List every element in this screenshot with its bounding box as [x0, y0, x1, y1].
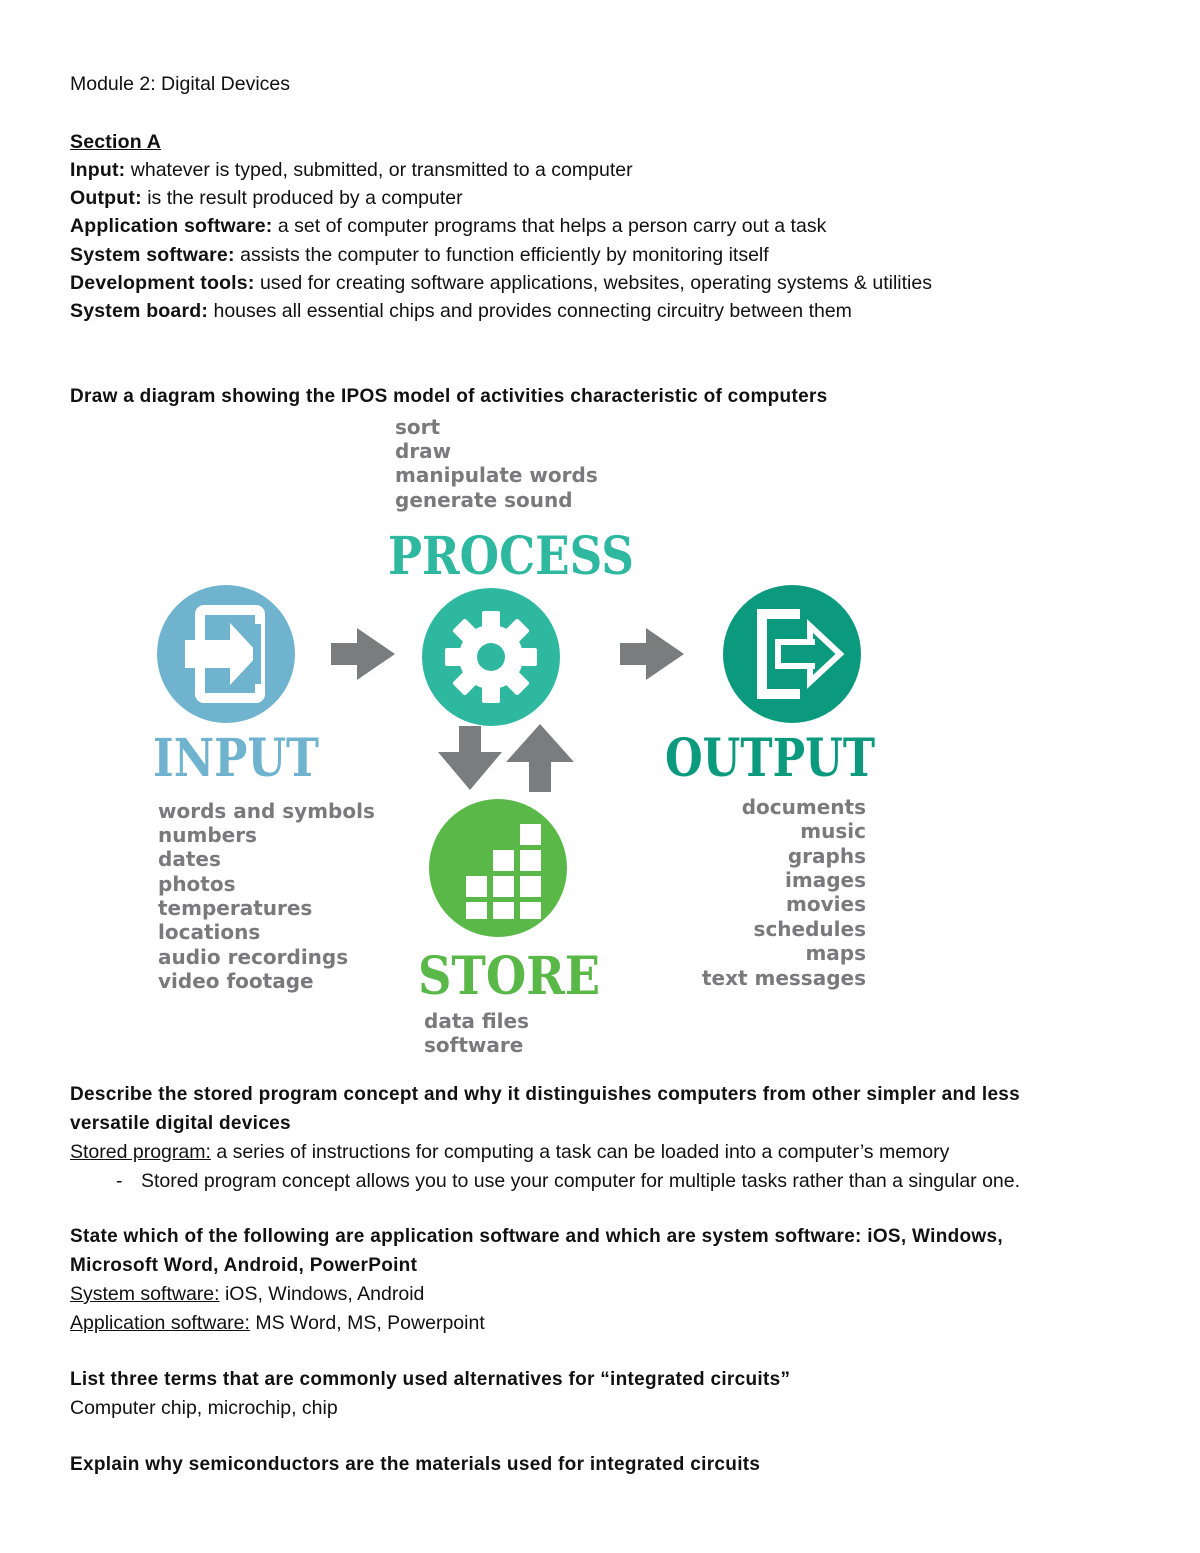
input-item: photos — [158, 872, 236, 896]
definition-development-tools — [70, 271, 932, 295]
input-item: words and symbols — [158, 799, 375, 823]
ipos-diagram-svg — [150, 410, 890, 1070]
answer-text: iOS, Windows, Android — [219, 1283, 425, 1305]
output-item: schedules — [753, 917, 866, 941]
input-item: audio recordings — [158, 945, 349, 969]
output-item: documents — [741, 795, 866, 819]
arrow-up-icon — [506, 724, 574, 792]
output-item: maps — [805, 941, 866, 965]
answer-application-software — [70, 1311, 485, 1335]
process-item: sort — [395, 415, 441, 439]
store-icon — [429, 799, 567, 937]
input-item: numbers — [158, 823, 257, 847]
store-title: STORE — [418, 946, 600, 1007]
process-item: generate sound — [395, 488, 573, 512]
term-label: System software: — [70, 244, 235, 266]
arrow-right-icon — [331, 628, 395, 680]
term-definition: assists the computer to function efficiently by monitoring itself — [234, 244, 769, 266]
question-software-types-line2: Microsoft Word, Android, PowerPoint — [70, 1255, 418, 1276]
output-item: music — [800, 819, 866, 843]
output-title: OUTPUT — [665, 728, 876, 789]
output-item: text messages — [701, 966, 866, 990]
question-ipos: Draw a diagram showing the IPOS model of activities characteristic of computers — [70, 386, 828, 407]
section-heading: Section A — [70, 131, 162, 153]
process-title: PROCESS — [388, 526, 634, 587]
term-label: System board: — [70, 300, 209, 322]
output-item: movies — [786, 892, 866, 916]
page-title: Module 2: Digital Devices — [70, 73, 291, 95]
term-definition: a set of computer programs that helps a person carry out a task — [272, 215, 827, 237]
bullet-text: Stored program concept allows you to use your computer for multiple tasks rather than a singular one. — [141, 1170, 1021, 1192]
input-icon — [157, 585, 295, 723]
arrow-right-icon — [620, 628, 684, 680]
output-item: graphs — [787, 844, 866, 868]
input-item: video footage — [158, 969, 314, 993]
question-stored-program-line2: versatile digital devices — [70, 1113, 291, 1134]
term-label: Output: — [70, 187, 142, 209]
answer-system-software — [70, 1282, 424, 1306]
definition-application-software — [70, 214, 826, 238]
answer-stored-program — [70, 1140, 949, 1164]
answer-label: System software: — [70, 1283, 220, 1305]
term-definition: is the result produced by a computer — [141, 187, 463, 209]
ipos-diagram — [150, 410, 890, 1070]
definition-output — [70, 186, 463, 210]
input-item: temperatures — [158, 896, 313, 920]
term-definition: houses all essential chips and provides connecting circuitry between them — [208, 300, 852, 322]
term-label: Input: — [70, 159, 126, 181]
term-definition: used for creating software applications, websites, operating systems & utilities — [254, 272, 932, 294]
process-item: manipulate words — [395, 463, 598, 487]
answer-text: MS Word, MS, Powerpoint — [249, 1312, 485, 1334]
question-semiconductors: Explain why semiconductors are the materials used for integrated circuits — [70, 1454, 761, 1475]
term-label: Development tools: — [70, 272, 255, 294]
input-item: locations — [158, 920, 261, 944]
bullet-dash: - — [116, 1170, 123, 1192]
arrow-down-icon — [438, 726, 502, 790]
process-item: draw — [395, 439, 452, 463]
definition-input — [70, 158, 633, 182]
question-integrated-circuits: List three terms that are commonly used alternatives for “integrated circuits” — [70, 1369, 791, 1390]
answer-integrated-circuits: Computer chip, microchip, chip — [70, 1397, 338, 1419]
output-item: images — [785, 868, 866, 892]
input-title: INPUT — [153, 728, 320, 789]
input-item: dates — [158, 847, 221, 871]
question-stored-program-line1: Describe the stored program concept and why it distinguishes computers from other simpler and less — [70, 1084, 1021, 1105]
answer-label: Stored program: — [70, 1141, 211, 1163]
term-definition: whatever is typed, submitted, or transmitted to a computer — [125, 159, 633, 181]
output-icon — [723, 585, 861, 723]
term-label: Application software: — [70, 215, 273, 237]
definition-system-board — [70, 299, 852, 323]
definition-system-software — [70, 243, 769, 267]
store-item: software — [424, 1033, 524, 1057]
answer-label: Application software: — [70, 1312, 250, 1334]
question-software-types-line1: State which of the following are application software and which are system software: iOS, Windows, — [70, 1226, 1003, 1247]
gear-icon — [422, 588, 560, 726]
store-item: data files — [424, 1009, 529, 1033]
answer-text: a series of instructions for computing a task can be loaded into a computer’s memory — [210, 1141, 950, 1163]
